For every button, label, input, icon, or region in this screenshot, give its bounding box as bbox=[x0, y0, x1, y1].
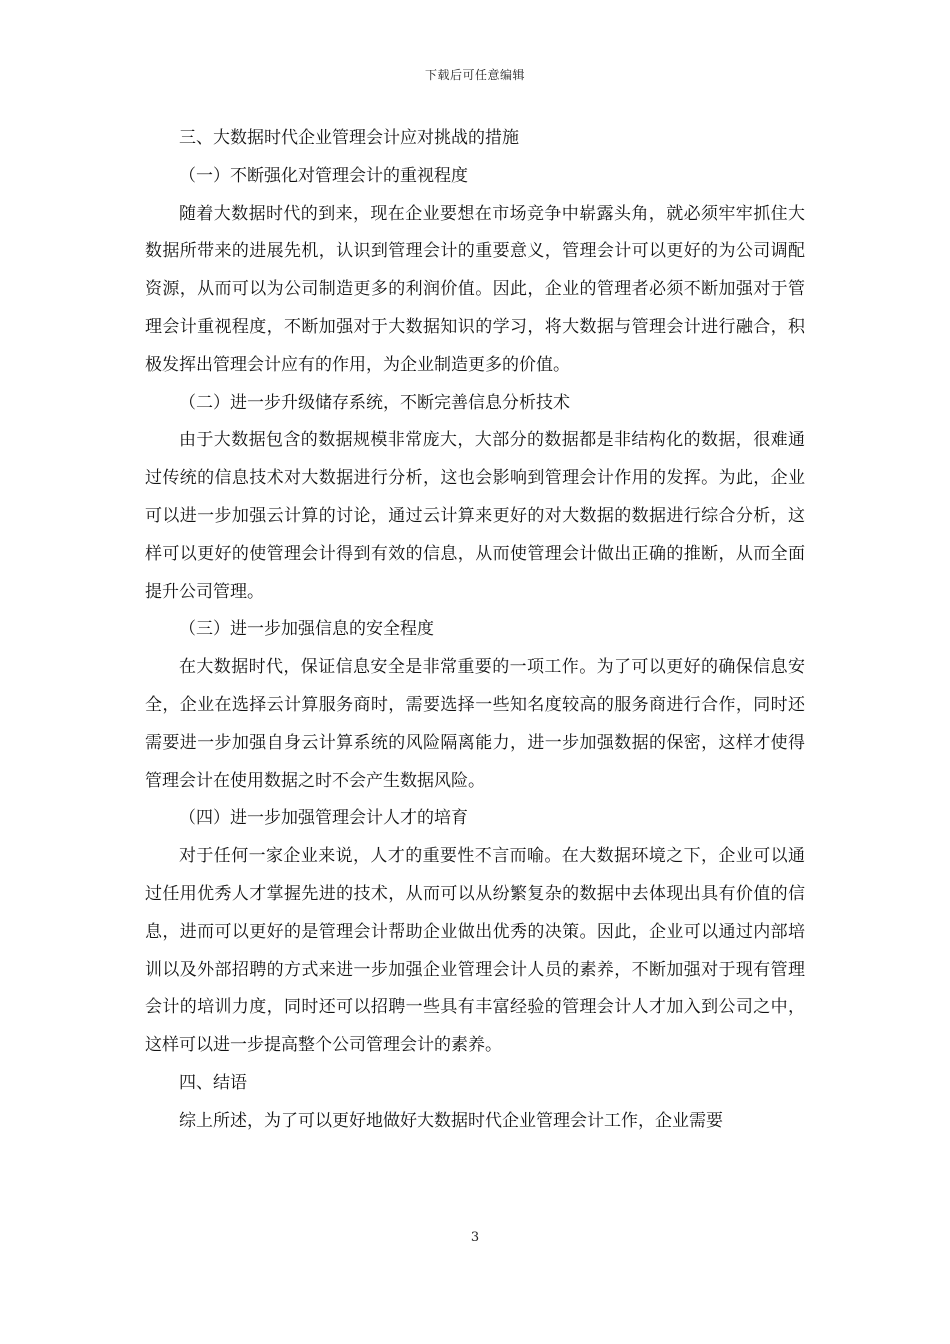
paragraph: 对于任何一家企业来说，人才的重要性不言而喻。在大数据环境之下，企业可以通过任用优秀人才掌握先进的技术，从而可以从纷繁复杂的数据中去体现出具有价值的信息，进而可以更好的是管理会计帮助企业做出优秀的决策。因此，企业可以通过内部培训以及外部招聘的方式来进一步加强企业管理会计人员的素养，不断加强对于现有管理会计的培训力度，同时还可以招聘一些具有丰富经验的管理会计人才加入到公司之中，这样可以进一步提高整个公司管理会计的素养。 bbox=[145, 846, 805, 1056]
page-number: 3 bbox=[470, 1230, 480, 1245]
subsection-heading-4: （四）进一步加强管理会计人才的培育 bbox=[179, 808, 468, 829]
paragraph: 由于大数据包含的数据规模非常庞大，大部分的数据都是非结构化的数据，很难通过传统的信息技术对大数据进行分析，这也会影响到管理会计作用的发挥。为此，企业可以进一步加强云计算的讨论，通过云计算来更好的对大数据的数据进行综合分析，这样可以更好的使管理会计得到有效的信息，从而使管理会计做出正确的推断，从而全面提升公司管理。 bbox=[145, 430, 805, 602]
section-heading-4: 四、结语 bbox=[179, 1072, 247, 1093]
document-body bbox=[145, 120, 805, 1141]
subsection-heading-2: （二）进一步升级储存系统，不断完善信息分析技术 bbox=[179, 392, 570, 413]
section-heading-3: 三、大数据时代企业管理会计应对挑战的措施 bbox=[179, 128, 519, 148]
subsection-heading-1: （一）不断强化对管理会计的重视程度 bbox=[179, 165, 468, 186]
paragraph: 在大数据时代，保证信息安全是非常重要的一项工作。为了可以更好的确保信息安全，企业在选择云计算服务商时，需要选择一些知名度较高的服务商进行合作，同时还需要进一步加强自身云计算系统的风险隔离能力，进一步加强数据的保密，这样才使得管理会计在使用数据之时不会产生数据风险。 bbox=[145, 657, 805, 791]
paragraph: 随着大数据时代的到来，现在企业要想在市场竞争中崭露头角，就必须牢牢抓住大数据所带来的进展先机，认识到管理会计的重要意义，管理会计可以更好的为公司调配资源，从而可以为公司制造更多的利润价值。因此，企业的管理者必须不断加强对于管理会计重视程度，不断加强对于大数据知识的学习，将大数据与管理会计进行融合，积极发挥出管理会计应有的作用，为企业制造更多的价值。 bbox=[145, 203, 805, 375]
page-header: 下载后可任意编辑 bbox=[424, 68, 525, 82]
paragraph: 综上所述，为了可以更好地做好大数据时代企业管理会计工作，企业需要 bbox=[179, 1110, 723, 1131]
subsection-heading-3: （三）进一步加强信息的安全程度 bbox=[179, 619, 434, 640]
